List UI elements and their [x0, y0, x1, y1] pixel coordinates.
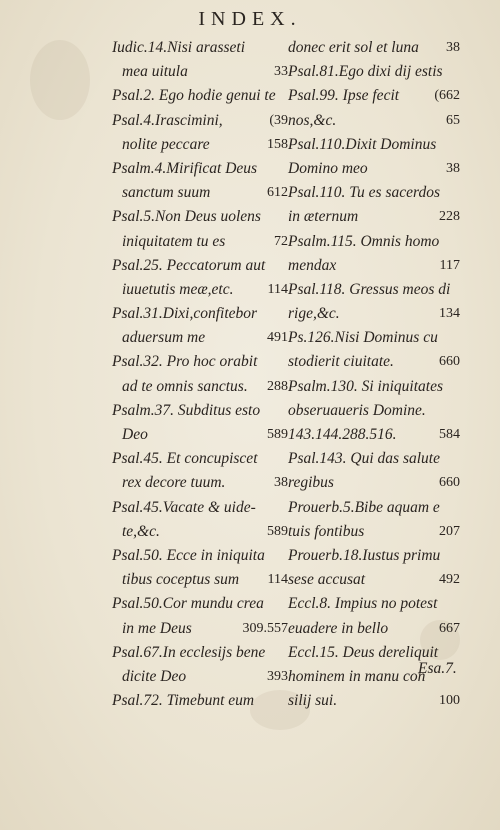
index-entry-text: Psalm.4.Mirificat Deus [112, 159, 258, 177]
index-entry [288, 399, 460, 423]
index-entry [112, 302, 288, 326]
index-entry-text: Psal.67.In ecclesijs bene [112, 643, 266, 661]
index-entry-text: Deo [122, 426, 148, 443]
index-entry [288, 133, 460, 157]
index-entry-text: Prouerb.5.Bibe aquam e [288, 498, 440, 516]
index-entry-text: dicite Deo [122, 667, 187, 685]
index-entry [112, 544, 288, 568]
page-reference: 491 [267, 330, 288, 346]
index-entry-text: Psal.25. Peccatorum aut [112, 256, 266, 274]
index-entry [288, 205, 460, 229]
index-entry-text: tibus coceptus sum [122, 571, 240, 589]
index-entry-text: regibus [288, 474, 334, 492]
page-reference: 492 [439, 572, 460, 588]
index-entry-text: Psalm.130. Si iniquitates [288, 377, 443, 395]
index-entry [112, 592, 288, 616]
index-entry [288, 447, 460, 471]
index-entry-text: sese accusat [288, 571, 366, 589]
index-entry [288, 471, 460, 495]
index-entry [112, 326, 288, 350]
index-entry [112, 641, 288, 665]
page-reference: 72 [274, 233, 288, 249]
index-column-right [288, 36, 460, 713]
index-entry-text: Psal.81.Ego dixi dij estis [288, 63, 443, 81]
index-entry-text: Psal.4.Irascimini, [112, 111, 223, 129]
index-entry [112, 375, 288, 399]
index-entry-text: Iudic.14.Nisi arasseti [112, 39, 246, 56]
page-reference: 393 [267, 668, 288, 684]
index-entry [112, 350, 288, 374]
index-entry [112, 617, 288, 641]
page-reference: 309.557 [242, 620, 288, 636]
page-reference: 612 [267, 185, 288, 201]
index-entry [112, 496, 288, 520]
index-entry [112, 447, 288, 471]
index-entry [112, 84, 288, 108]
index-entry [288, 157, 460, 181]
index-entry [288, 84, 460, 108]
page-reference: 38 [446, 160, 460, 176]
index-entry [288, 375, 460, 399]
index-entry [288, 496, 460, 520]
page-reference: 33 [274, 64, 288, 80]
index-column-left [112, 36, 288, 713]
index-entry-text: tuis fontibus [288, 522, 365, 540]
index-entry-text: euadere in bello [288, 619, 389, 637]
index-entry-text: ad te omnis sanctus. [122, 377, 248, 395]
index-entry-text: Psalm.37. Subditus esto [112, 401, 261, 419]
index-entry-text: iniquitatem tu es [122, 232, 226, 250]
index-entry-text: Psal.72. Timebunt eum [112, 692, 255, 710]
page-header: INDEX. [198, 8, 302, 30]
index-entry [288, 181, 460, 205]
index-entry-text: iuuetutis meæ,etc. [122, 280, 234, 298]
index-entry [288, 60, 460, 84]
index-entry [112, 665, 288, 689]
index-entry [112, 278, 288, 302]
page-reference: 38 [446, 40, 460, 55]
index-entry [112, 399, 288, 423]
index-entry [112, 133, 288, 157]
index-entry [112, 689, 288, 713]
page-reference: 660 [439, 475, 460, 491]
index-entry [288, 109, 460, 133]
index-entry-text: aduersum me [122, 329, 206, 347]
index-entry [288, 592, 460, 616]
index-entry-text: 143.144.288.516. [288, 426, 397, 443]
page-reference: 589 [267, 523, 288, 539]
index-entry-text: Psal.50.Cor mundu crea [112, 595, 264, 613]
index-entry-text: Prouerb.18.Iustus primu [288, 546, 441, 564]
page-reference: 584 [439, 427, 460, 442]
index-entry [112, 109, 288, 133]
index-entry-text: in æternum [288, 208, 359, 226]
page-reference: 38 [274, 475, 288, 491]
index-entry-text: Psalm.115. Omnis homo [288, 232, 440, 250]
page-reference: (39 [269, 112, 288, 128]
index-entry [112, 423, 288, 447]
index-entry-text: Psal.2. Ego hodie genui te [112, 87, 276, 105]
index-entry-text: Psal.45. Et concupiscet [112, 450, 258, 468]
index-entry-text: Psal.143. Qui das salute [288, 450, 440, 468]
index-entry-text: Domino meo [288, 159, 368, 177]
page-reference: 589 [267, 427, 288, 442]
index-entry [288, 689, 460, 713]
page-reference: 100 [439, 693, 460, 709]
index-entry-text: Psal.31.Dixi,confitebor [112, 305, 258, 323]
page-reference: 114 [267, 572, 288, 588]
index-entry-text: obseruaueris Domine. [288, 401, 426, 419]
page-reference: 667 [439, 620, 460, 636]
index-entry [288, 520, 460, 544]
index-entry [288, 278, 460, 302]
index-entry [288, 36, 460, 60]
page-reference: 228 [439, 209, 460, 225]
index-entry [288, 568, 460, 592]
index-entry-text: nolite peccare [122, 135, 210, 153]
page-reference: 660 [439, 354, 460, 370]
catchword: Esa.7. [418, 660, 457, 677]
page-reference: 158 [267, 136, 288, 152]
index-entry-text: Psal.110. Tu es sacerdos [288, 184, 440, 202]
index-entry [288, 350, 460, 374]
index-entry [288, 423, 460, 447]
index-entry [112, 254, 288, 278]
index-entry-text: in me Deus [122, 619, 192, 637]
index-entry [288, 617, 460, 641]
index-entry [112, 520, 288, 544]
index-entry [112, 230, 288, 254]
page-reference: 288 [267, 378, 288, 394]
page-reference: 134 [439, 306, 460, 322]
page-reference: 207 [439, 523, 460, 539]
index-entry-text: Psal.50. Ecce in iniquita [112, 546, 265, 564]
index-entry [112, 181, 288, 205]
page-reference: 114 [267, 281, 288, 297]
index-entry-text: Psal.45.Vacate & uide- [112, 498, 256, 516]
index-entry [288, 302, 460, 326]
index-entry-text: rex decore tuum. [122, 474, 226, 492]
index-entry-text: Eccl.8. Impius no potest [288, 595, 438, 613]
index-entry [112, 36, 288, 60]
page-reference: (662 [434, 88, 460, 104]
index-entry [112, 60, 288, 84]
index-entry-text: stodierit ciuitate. [288, 353, 394, 371]
paper-stain [30, 40, 90, 120]
index-entry [288, 326, 460, 350]
index-entry-text: mea uitula [122, 63, 188, 81]
index-entry-text: Psal.110.Dixit Dominus [288, 135, 437, 153]
index-entry [112, 568, 288, 592]
index-entry [288, 230, 460, 254]
index-entry-text: hominem in manu con [288, 667, 426, 685]
index-entry-text: Psal.32. Pro hoc orabit [112, 353, 258, 371]
index-entry-text: Psal.5.Non Deus uolens [112, 208, 261, 226]
index-entry [112, 157, 288, 181]
index-entry-text: te,&c. [122, 522, 160, 540]
index-entry-text: Ps.126.Nisi Dominus cu [288, 329, 438, 347]
index-entry-text: silij sui. [288, 692, 338, 710]
index-entry [288, 544, 460, 568]
index-entry-text: rige,&c. [288, 305, 340, 323]
index-entry-text: donec erit sol et luna [288, 39, 419, 56]
index-entry-text: sanctum suum [122, 184, 211, 202]
index-entry-text: nos,&c. [288, 111, 337, 129]
index-entry [112, 205, 288, 229]
page-reference: 65 [446, 112, 460, 128]
index-entry-text: mendax [288, 256, 337, 274]
page-reference: 117 [439, 257, 460, 273]
index-entry [112, 471, 288, 495]
index-entry [288, 254, 460, 278]
index-entry-text: Psal.99. Ipse fecit [288, 87, 400, 105]
index-entry-text: Psal.118. Gressus meos di [288, 280, 451, 298]
index-entry-text: Eccl.15. Deus dereliquit [288, 643, 439, 661]
